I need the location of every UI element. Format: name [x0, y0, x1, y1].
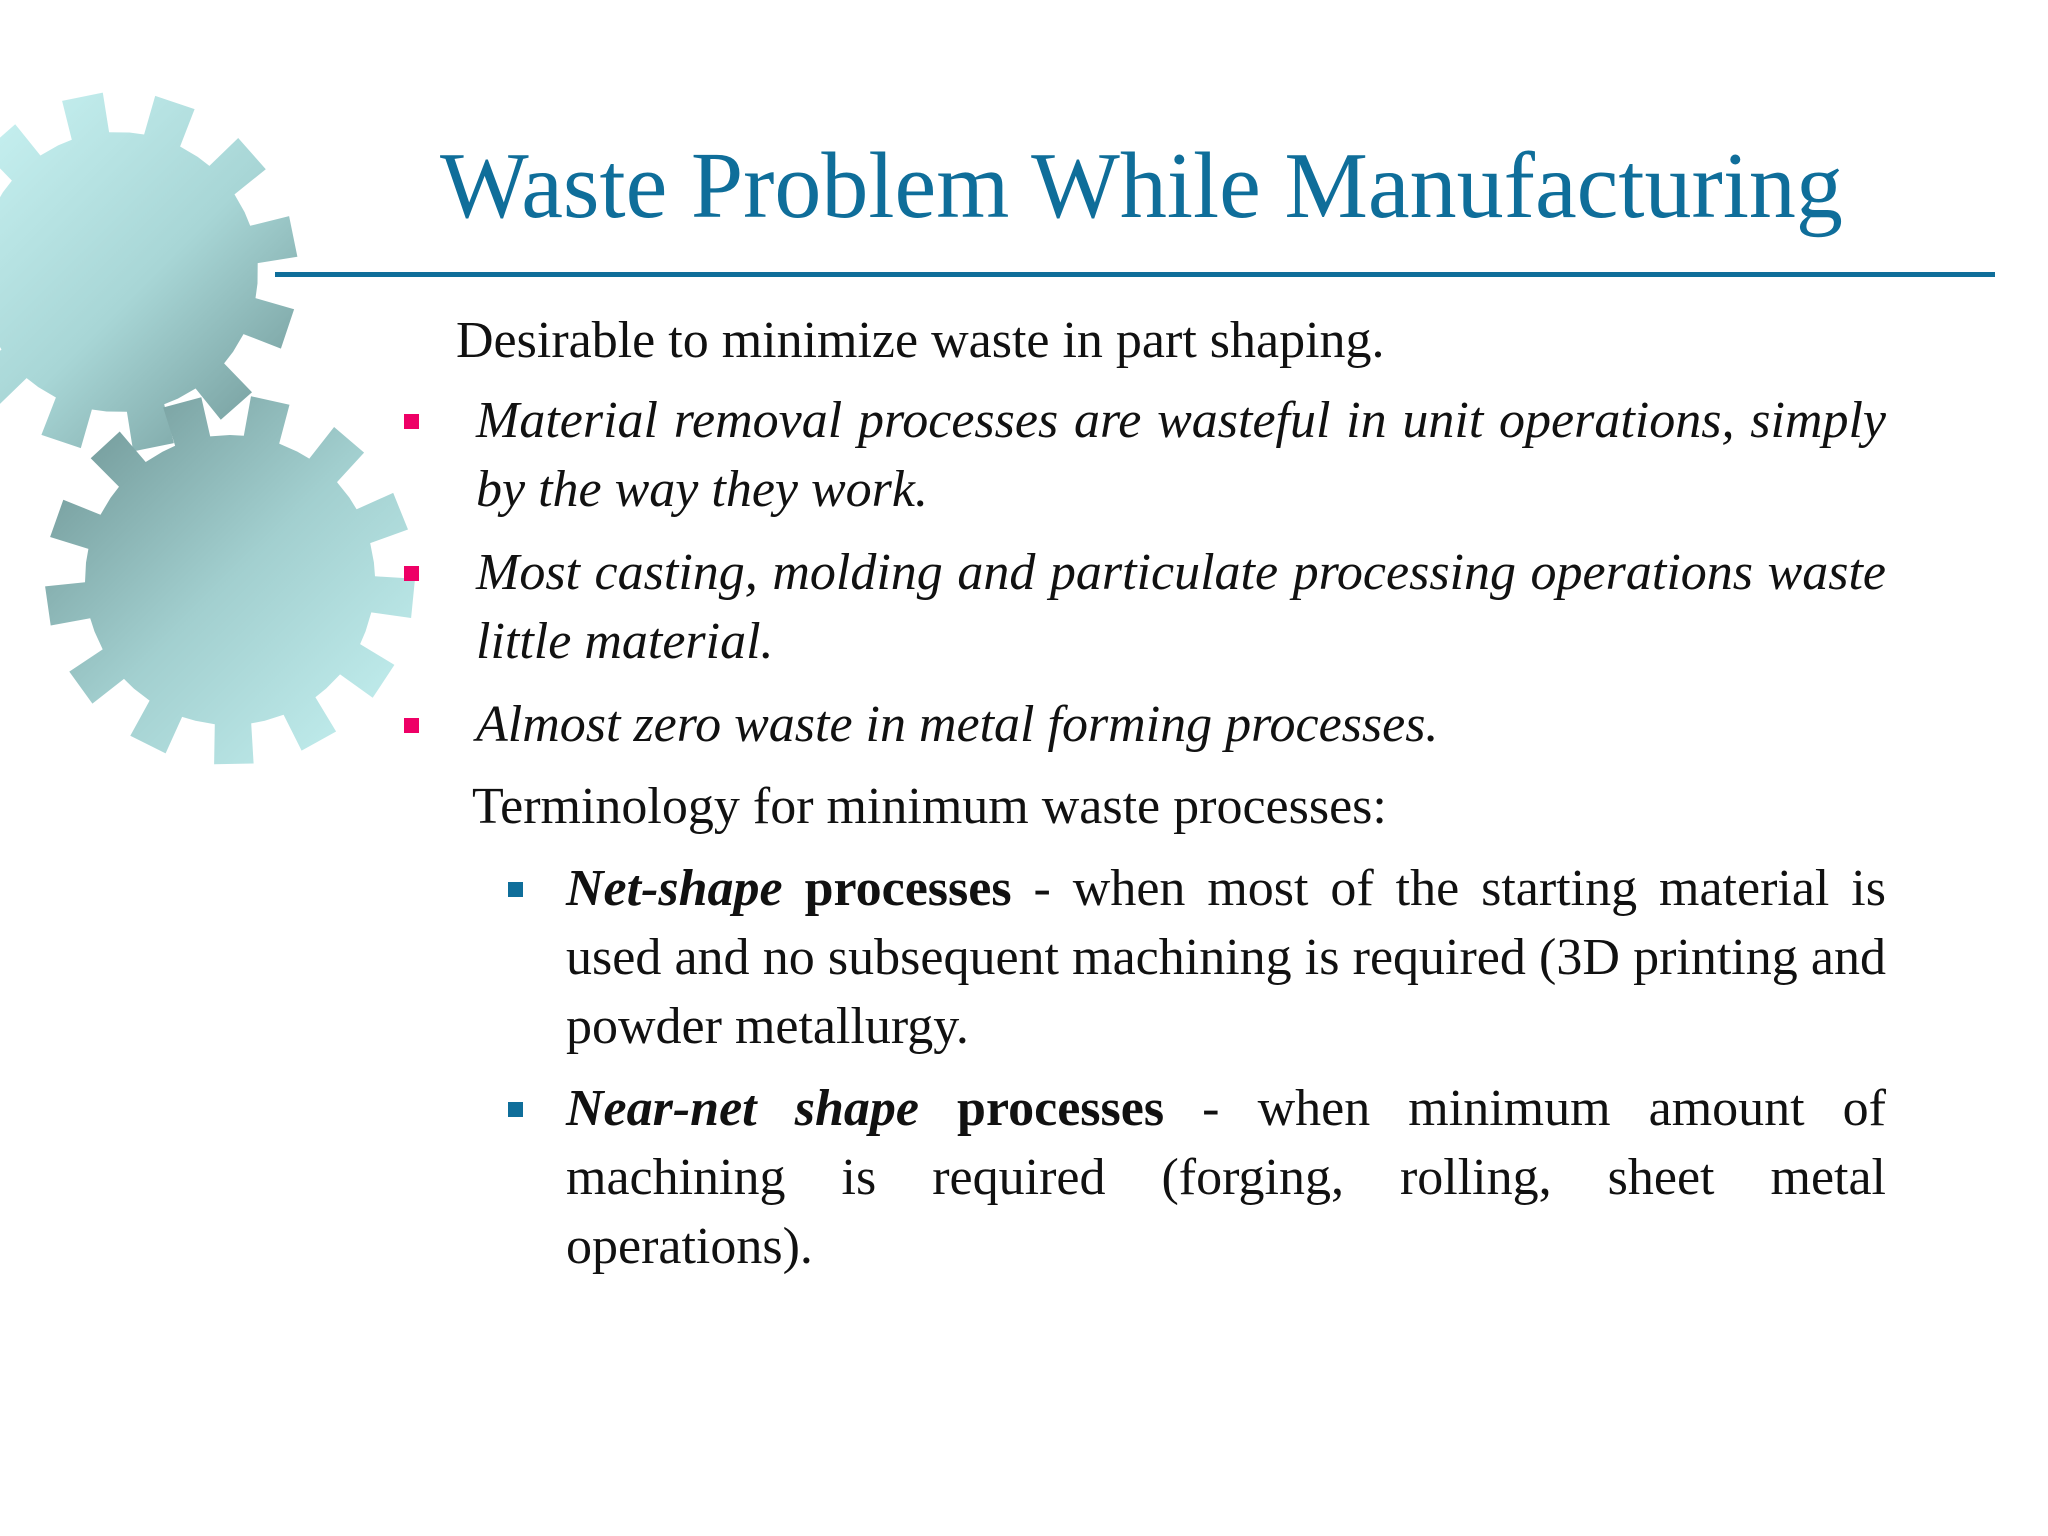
term-bold: processes [918, 1080, 1165, 1137]
sub-bullet-item [566, 854, 1886, 1061]
bullet-marker [404, 414, 419, 429]
gears-decoration [0, 0, 460, 790]
bullet-item: Most casting, molding and particulate processing operations waste little material. [476, 544, 1886, 670]
term-description: - when most of the starting material is used and no subsequent machining is required (3D printing and powder metallurgy. [566, 860, 1886, 1055]
bullet-item: Material removal processes are wasteful in unit operations, simply by the way they work. [476, 392, 1886, 518]
term-italic: Net-shape [566, 860, 783, 917]
term-italic: Near-net shape [566, 1080, 919, 1137]
bullet-marker [404, 718, 419, 733]
terminology-heading: Terminology for minimum waste processes: [472, 778, 1387, 835]
sub-bullet-marker [508, 882, 523, 897]
intro-text: Desirable to minimize waste in part shaping. [456, 312, 1385, 369]
bullet-marker [404, 566, 419, 581]
term-description: - when minimum amount of machining is required (forging, rolling, sheet metal operations). [566, 1080, 1887, 1275]
term-bold: processes [782, 860, 1012, 917]
sub-bullet-marker [508, 1102, 523, 1117]
slide-title: Waste Problem While Manufacturing [440, 134, 1843, 238]
gear-icon [45, 396, 415, 764]
bullet-item: Almost zero waste in metal forming processes. [476, 696, 1439, 753]
sub-bullet-item [566, 1074, 1886, 1281]
title-divider [275, 272, 1995, 277]
